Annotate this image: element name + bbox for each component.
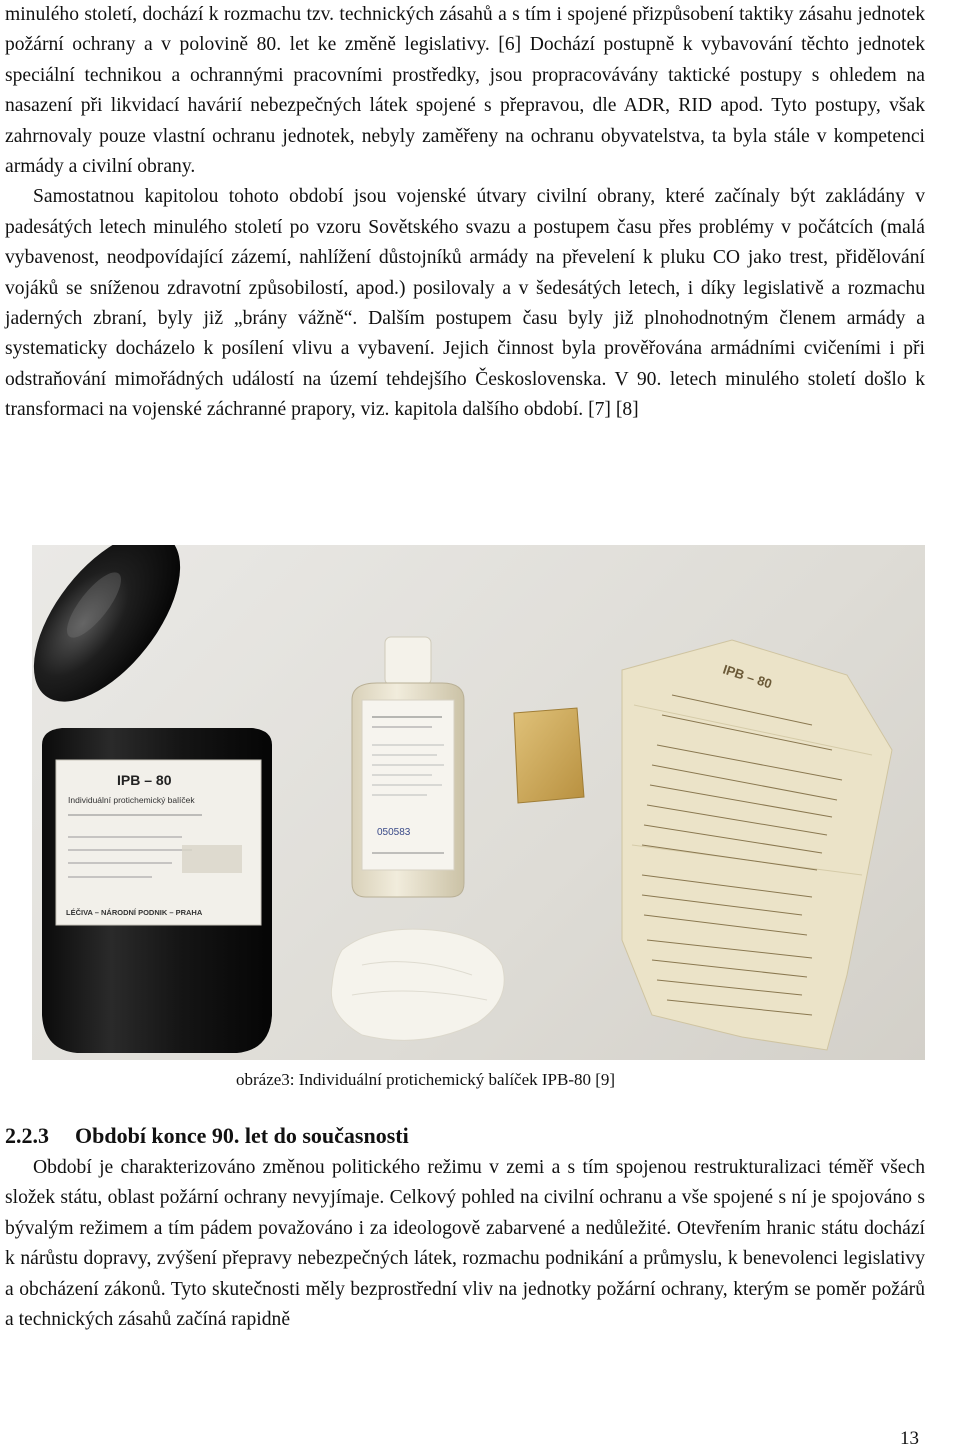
section-number: 2.2.3 — [5, 1123, 49, 1148]
page-number: 13 — [900, 1428, 919, 1449]
body-text-bottom — [5, 1153, 925, 1335]
figure-photo — [32, 545, 925, 1060]
figure-caption: obráze3: Individuální protichemický balíček IPB-80 [9] — [236, 1070, 616, 1089]
ipb80-photo — [32, 545, 925, 1060]
section-heading — [5, 1121, 409, 1151]
instruction-sheet — [622, 640, 892, 1050]
section-title: Období konce 90. let do současnosti — [75, 1123, 409, 1148]
sheet-title: IPB – 80 — [721, 661, 774, 692]
case-box — [42, 728, 272, 1053]
gauze-pad — [331, 929, 504, 1040]
soap-bar — [514, 708, 584, 803]
paragraph-2: Samostatnou kapitolou tohoto období jsou vojenské útvary civilní obrany, které začínaly být zakládány v padesátých letech minulého století po vzoru Sovětského svazu a postupem času přes problémy v počátcích (malá vybavenost, neodpovídající zázemí, nahlížení důstojníků armády na převelení k pluku CO jako trest, přidělování vojáků se sníženou zdravotní způsobilostí, apod.) posilovaly a v šedesátých letech, i díky legislativě a rozmachu jaderných zbraní, byly již „brány vážně“. Dalším postupem času byly již plnohodnotným členem armády a systematicky docházelo k posílení vlivu a vybavení. Jejich činnost byla prověřována armádními cvičeními i při odstraňování mimořádných událostí na území tehdejšího Československa. V 90. letech minulého století došlo k transformaci na vojenské záchranné prapory, viz. kapitola dalšího období. [7] [8] — [5, 186, 925, 421]
antidote-bottle — [352, 637, 464, 897]
box-label-line2: LÉČIVA – NÁRODNÍ PODNIK – PRAHA — [66, 908, 203, 917]
body-text-top — [5, 0, 925, 426]
case-lid — [32, 545, 208, 727]
paragraph-1: minulého století, dochází k rozmachu tzv. technických zásahů a s tím i spojené přizpůsobení taktiky zásahu jednotek požární ochrany a v polovině 80. let ke změně legislativy. [6] Dochází postupně k vybavování těchto jednotek speciální technikou a ochrannými pracovními prostředky, jsou propracovávány taktické postupy s ohledem na nasazení při likvidací havárií nebezpečných látek spojené s přepravou, dle ADR, RID apod. Tyto postupy, však zahrnovaly pouze vlastní ochranu jednotek, nebyly zaměřeny na ochranu obyvatelstva, ta byla stále v kompetenci armády a civilní obrany. — [5, 4, 925, 178]
box-label-title: IPB – 80 — [117, 772, 172, 788]
paragraph-3: Období je charakterizováno změnou politického režimu v zemi a s tím spojenou restrukturalizaci téměř všech složek státu, oblast požární ochrany nevyjímaje. Celkový pohled na civilní ochranu a vše spojené s ní je spojováno s bývalým režimem a tím pádem považováno i za ideologově zabarvené a nedůležité. Otevřením hranic státu dochází k nárůstu dopravy, zvýšení přepravy nebezpečných látek, rozmachu podnikání a průmyslu, k benevolenci legislativy a obcházení zákonů. Tyto skutečnosti měly bezprostřední vliv na jednotky požární ochrany, kterým se poměr požárů a technických zásahů začíná rapidně — [5, 1157, 925, 1331]
box-label-line1: Individuální protichemický balíček — [68, 795, 195, 805]
bottle-number: 050583 — [377, 827, 411, 838]
